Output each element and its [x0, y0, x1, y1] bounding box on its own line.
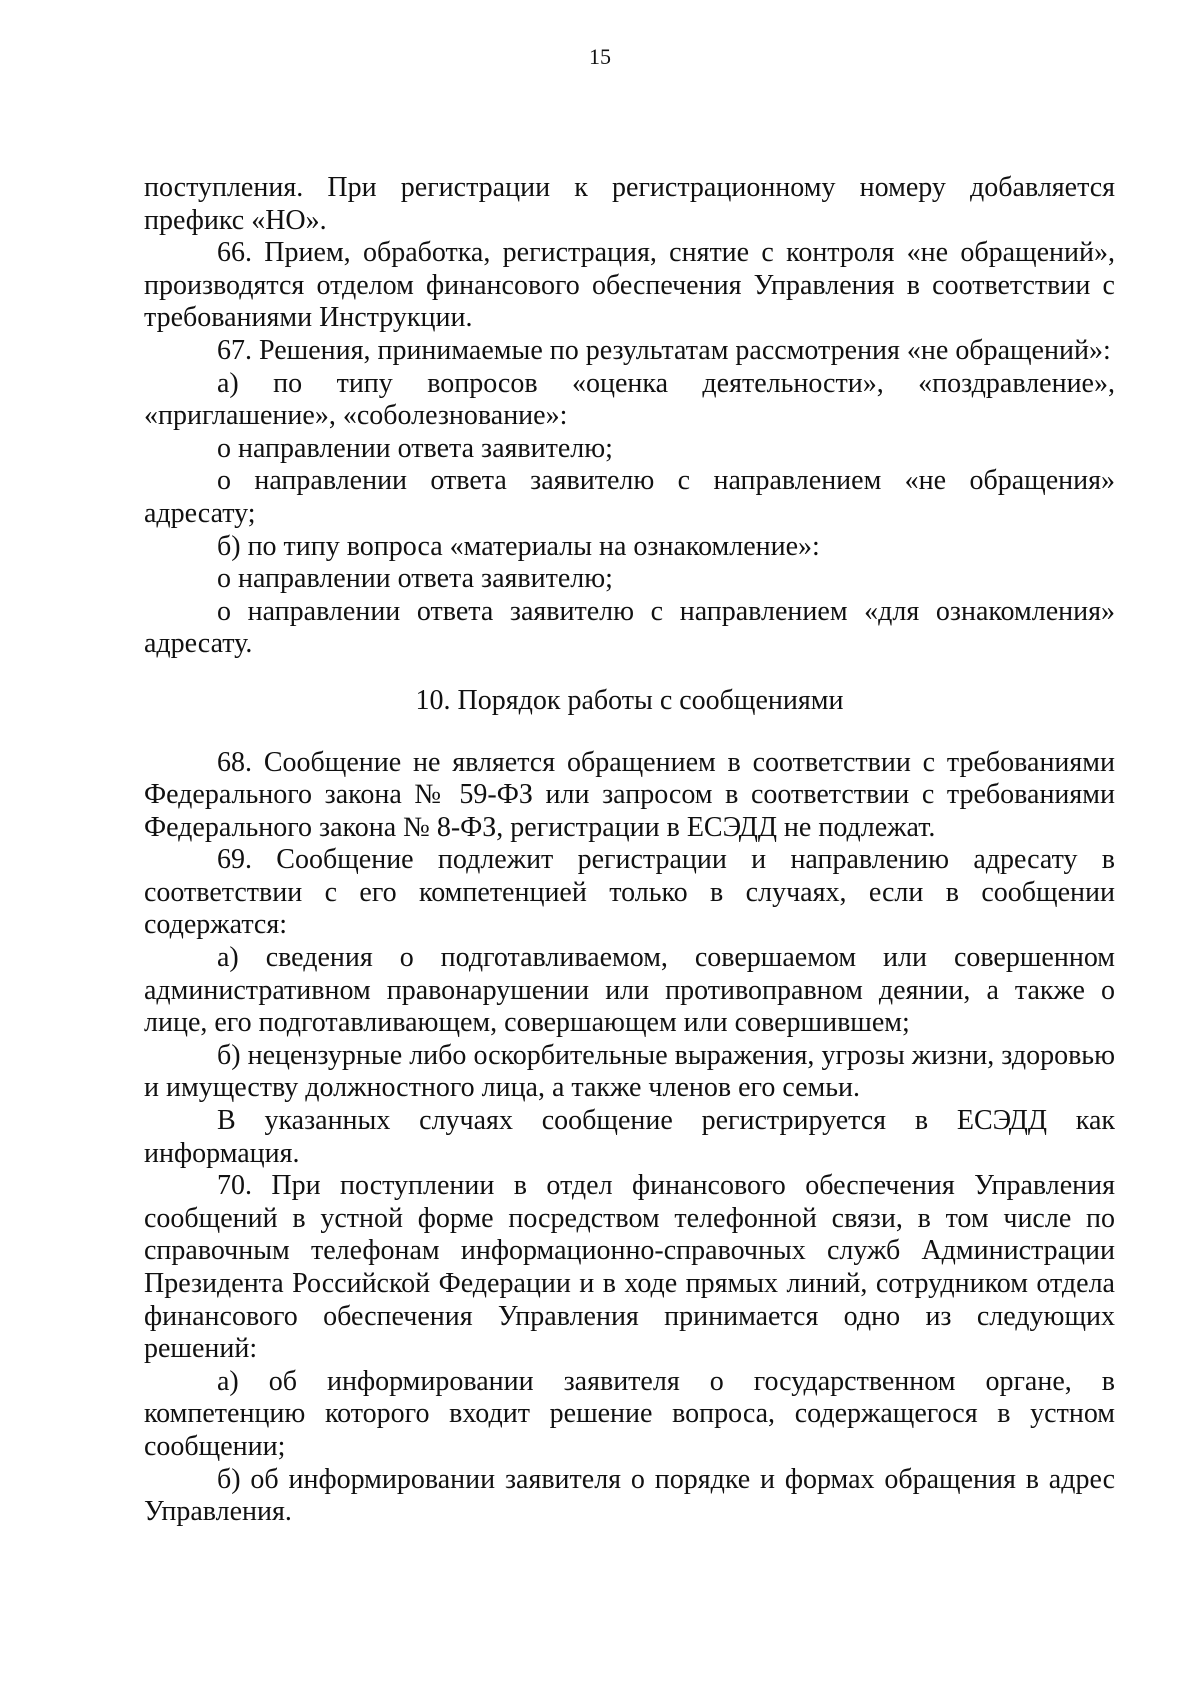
- paragraph-70-b: б) об информировании заявителя о порядке и формах обращения в адрес Управления.: [144, 1463, 1115, 1528]
- paragraph-70-a: а) об информировании заявителя о государственном органе, в компетенцию которого входит решение вопроса, содержащегося в устном сообщении;: [144, 1365, 1115, 1462]
- paragraph-67-b: б) по типу вопроса «материалы на ознакомление»:: [217, 530, 820, 562]
- paragraph-67-a-item-2: о направлении ответа заявителю с направлением «не обращения» адресату;: [144, 465, 1115, 529]
- paragraphs-after: [144, 747, 1115, 1529]
- paragraph-70: 70. При поступлении в отдел финансового обеспечения Управления сообщений в устной форме посредством телефонной связи, в том числе по справочным телефонам информационно-справочных служб Администрации Президента Российской Федерации и в ходе прямых линий, сотрудником отдела финансового обеспечения Управления принимается одно из следующих решений:: [144, 1170, 1115, 1365]
- paragraph-continuation: поступления. При регистрации к регистрационному номеру добавляется префикс «НО».: [144, 172, 1115, 236]
- paragraph-66: 66. Прием, обработка, регистрация, снятие с контроля «не обращений», производятся отделом финансового обеспечения Управления в соответствии с требованиями Инструкции.: [144, 237, 1115, 334]
- paragraph-67-b-item-2: о направлении ответа заявителю с направлением «для ознакомления» адресату.: [144, 595, 1115, 660]
- paragraph-67-a-item-1: о направлении ответа заявителю;: [217, 432, 613, 464]
- paragraphs-before: [144, 172, 1115, 661]
- document-body: [144, 172, 1115, 1529]
- paragraph-67-a: а) по типу вопросов «оценка деятельности», «поздравление», «приглашение», «соболезнование»:: [144, 367, 1115, 432]
- paragraph-67-b-item-1: о направлении ответа заявителю;: [217, 563, 613, 595]
- paragraph-69: 69. Сообщение подлежит регистрации и направлению адресату в соответствии с его компетенцией только в случаях, если в сообщении содержатся:: [144, 844, 1115, 941]
- paragraph-69-b: б) нецензурные либо оскорбительные выражения, угрозы жизни, здоровью и имуществу должностного лица, а также членов его семьи.: [144, 1039, 1115, 1104]
- paragraph-69-a: а) сведения о подготавливаемом, совершаемом или совершенном административном правонарушении или противоправном деянии, а также о лице, его подготавливающем, совершающем или совершившем;: [144, 942, 1115, 1039]
- paragraph-67: 67. Решения, принимаемые по результатам рассмотрения «не обращений»:: [217, 334, 1111, 366]
- page-number: 15: [589, 44, 611, 69]
- paragraph-69-note: В указанных случаях сообщение регистрируется в ЕСЭДД как информация.: [144, 1105, 1115, 1169]
- section-heading: 10. Порядок работы с сообщениями: [415, 684, 844, 716]
- paragraph-68: 68. Сообщение не является обращением в соответствии с требованиями Федерального закона № 59-ФЗ или запросом в соответствии с требованиями Федерального закона № 8-ФЗ, регистрации в ЕСЭДД не подлежат.: [144, 746, 1115, 843]
